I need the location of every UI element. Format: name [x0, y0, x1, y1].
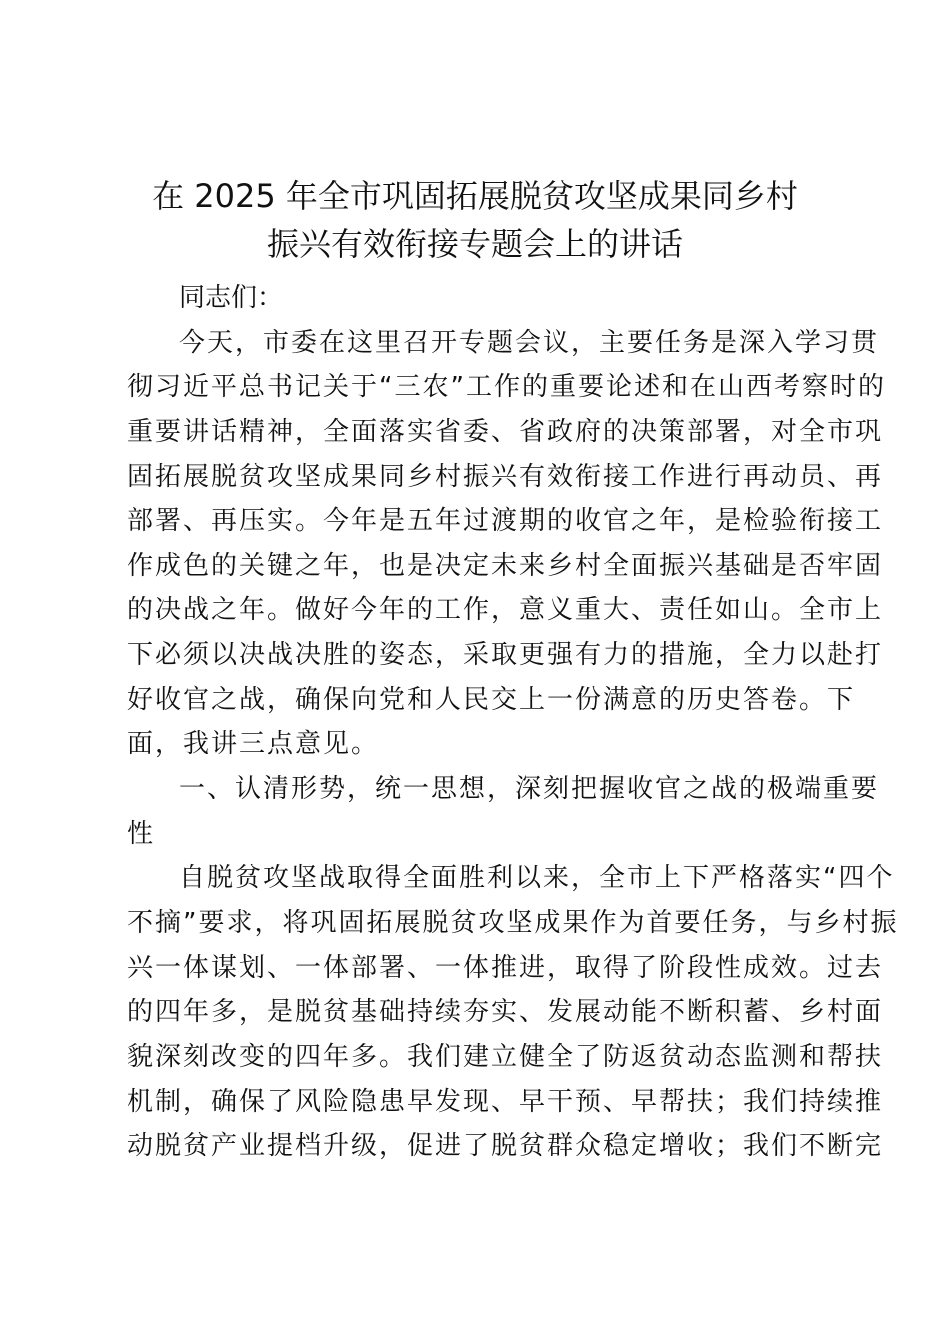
paragraph-line: 兴一体谋划、一体部署、一体推进，取得了阶段性成效。过去: [127, 952, 884, 983]
paragraph-line: 的决战之年。做好今年的工作，意义重大、责任如山。全市上: [127, 595, 884, 626]
paragraph-line: 的四年多，是脱贫基础持续夯实、发展动能不断积蓄、乡村面: [127, 997, 884, 1028]
document-body: [127, 276, 899, 1169]
paragraph-line: 作成色的关键之年，也是决定未来乡村全面振兴基础是否牢固: [127, 550, 884, 581]
paragraph-line: 不摘”要求，将巩固拓展脱贫攻坚成果作为首要任务，与乡村振: [127, 907, 899, 938]
paragraph-line: 固拓展脱贫攻坚成果同乡村振兴有效衔接工作进行再动员、再: [127, 461, 884, 492]
paragraph-line: 自脱贫攻坚战取得全面胜利以来，全市上下严格落实“四个: [179, 863, 895, 894]
salutation: 同志们：: [179, 283, 284, 313]
paragraph-line: 部署、再压实。今年是五年过渡期的收官之年，是检验衔接工: [127, 506, 884, 537]
section-heading: 一、认清形势，统一思想，深刻把握收官之战的极端重要: [179, 774, 880, 805]
paragraph-line: 貌深刻改变的四年多。我们建立健全了防返贫动态监测和帮扶: [127, 1041, 884, 1072]
paragraph-line: 下必须以决战决胜的姿态，采取更强有力的措施，全力以赴打: [127, 640, 884, 671]
paragraph-line: 动脱贫产业提档升级，促进了脱贫群众稳定增收；我们不断完: [127, 1131, 884, 1162]
section-heading: 性: [127, 818, 156, 849]
title-line: 在 2025 年全市巩固拓展脱贫攻坚成果同乡村: [152, 177, 798, 215]
paragraph-line: 好收官之战，确保向党和人民交上一份满意的历史答卷。下: [127, 684, 856, 715]
paragraph-line: 重要讲话精神，全面落实省委、省政府的决策部署，对全市巩: [127, 416, 884, 447]
title-line: 振兴有效衔接专题会上的讲话: [266, 225, 683, 263]
paragraph-line: 机制，确保了风险隐患早发现、早干预、早帮扶；我们持续推: [127, 1086, 884, 1117]
document-title: [110, 172, 840, 268]
paragraph-line: 今天，市委在这里召开专题会议，主要任务是深入学习贯: [179, 327, 880, 358]
paragraph-line: 面，我讲三点意见。: [127, 729, 380, 760]
paragraph-line: 彻习近平总书记关于“三农”工作的重要论述和在山西考察时的: [127, 372, 886, 403]
